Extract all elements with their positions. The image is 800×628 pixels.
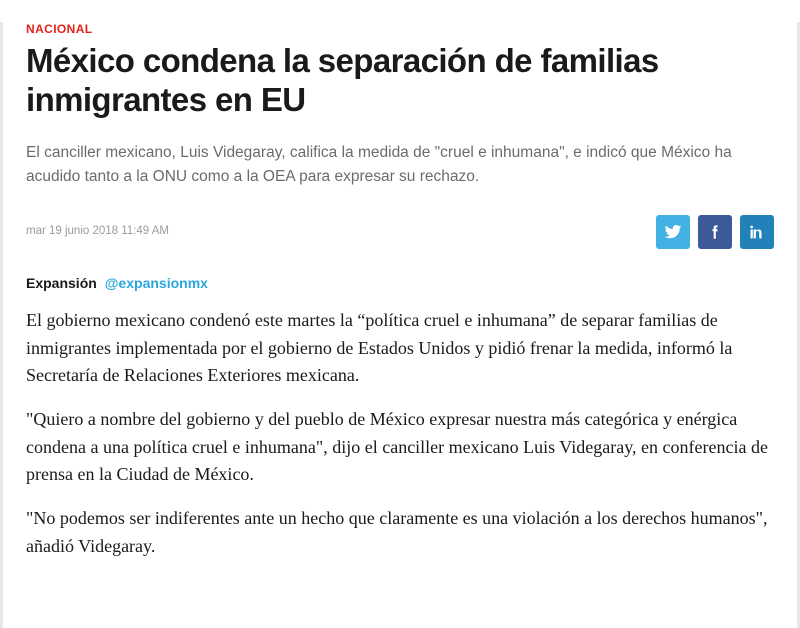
byline-handle-link[interactable]: @expansionmx [104, 275, 208, 292]
share-facebook-button[interactable] [698, 215, 732, 249]
share-linkedin-button[interactable] [740, 215, 774, 249]
article-standfirst: El canciller mexicano, Luis Videgaray, califica la medida de "cruel e inhumana", e indicó que México ha acudido tanto a la ONU como a la OEA para expresar su rechazo. [26, 144, 732, 186]
byline-author: Expansión [26, 275, 97, 292]
byline [26, 275, 774, 291]
article-page [0, 22, 800, 628]
page-left-border [0, 22, 3, 628]
article-paragraph: "Quiero a nombre del gobierno y del pueblo de México expresar nuestra más categórica y enérgica condena a una política cruel e inhumana", dijo el canciller mexicano Luis Videgaray, en conferencia de prensa en la Ciudad de México. [26, 409, 768, 485]
article-meta-row [26, 215, 774, 253]
article-body [26, 307, 774, 560]
twitter-icon [664, 223, 682, 241]
article-paragraph: El gobierno mexicano condenó este martes la “política cruel e inhumana” de separar familias de inmigrantes implementada por el gobierno de Estados Unidos y pidió frenar la medida, informó la Secretaría de Relaciones Exteriores mexicana. [26, 310, 733, 385]
article-paragraph: "No podemos ser indiferentes ante un hecho que claramente es una violación a los derechos humanos", añadió Videgaray. [26, 508, 768, 556]
linkedin-icon [748, 223, 766, 241]
page-title: México condena la separación de familias inmigrantes en EU [26, 42, 659, 118]
share-bar [656, 215, 774, 249]
share-twitter-button[interactable] [656, 215, 690, 249]
facebook-icon [706, 223, 724, 241]
section-kicker[interactable]: NACIONAL [26, 22, 93, 36]
publish-timestamp: mar 19 junio 2018 11:49 AM [26, 225, 169, 238]
